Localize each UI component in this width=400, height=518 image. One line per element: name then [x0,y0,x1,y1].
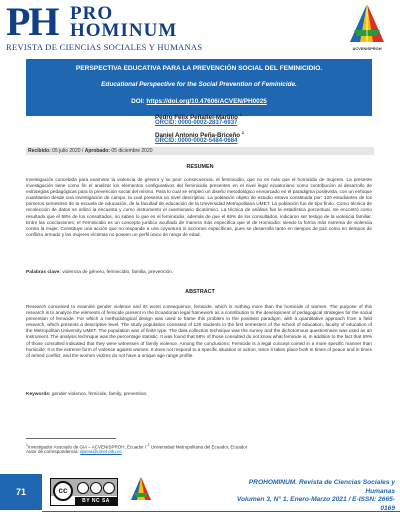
author-name: Pedro Félix Peñafiel-Martillo $^1$ [155,112,242,122]
article-title: PERSPECTIVA EDUCATIVA PARA LA PREVENCIÓN SOCIAL DEL FEMINICIDIO. [75,65,323,72]
nc-icon [90,482,102,494]
abstract-keywords: Keywords: gender violence, femicide, family, prevention. [26,392,148,397]
journal-citation [225,479,395,513]
doi-label: DOI: [131,98,147,105]
resumen-keywords: Palabras clave: violencia de género, feminicidio, familia, prevención. [26,270,174,275]
abstract-text: Research conceived to examine gender violence and its worst consequence, femicide, which is nothing more than the homicide of women. The purpose of this research is to analyze the elements of femicide present in the Ecuadorian legal framework as a contribution to the development of pedagogical strategies for the social prevention of femicide. For which a methodological design was used to frame this problem in the positivist paradigm, with a quantitative approach from a field research, which presents a descriptive level. The study population consisted of 120 students in the first semesters of the school of education, faculty of education of the Metropolitan University UMET. The population was of finite type. The data collection technique was the survey and the dichotomous questionnaire was used as an instrument. The analysis technique was the percentage statistic. It was found that 58% of those consulted do not know what femicide is, in addition to the fact that 69% of those consulted indicated that they were witnesses of family violence. Among the conclusions; Femicide is a legal concept coined in a more specific manner than homicide: It is the extreme form of violence against women. It does not respond to a specific situation or action, since it takes place both in times of peace and in times of armed conflict, and the women victims do not have a unique age range profile. [26,304,372,358]
journal-citation-line1: PROHOMINUM. Revista de Ciencias Sociales y Humanas [248,479,395,495]
by-icon [77,482,89,494]
creative-commons-license-badge[interactable] [50,478,118,506]
footer-divider [42,511,400,512]
journal-logo-pro: PRO [70,3,114,24]
article-subtitle: Educational Perspective for the Social Prevention of Feminicide. [101,81,297,88]
sa-icon [103,482,115,494]
journal-logo-ph: PH [6,0,58,44]
author-name: Daniel Antonio Peña-Briceño $^2$ [155,130,244,140]
footnote-affiliation: $^1$Investigador Asociado de GIA – ACVENISPROH, Ecuador / $^2$ Universidad Metropolitana del Ecuador, Ecuador [26,443,248,450]
doi-link[interactable]: https://doi.org/10.47606/ACVEN/PH0025 [146,98,267,105]
author-orcid-link[interactable]: ORCID: 0000-0002-2837-6937 [155,120,238,126]
resumen-heading: RESUMEN [186,164,214,170]
received-approved-dates: Recibido: 05 julio 2020 / Aprobado: 05 diciembre 2020 [26,147,374,155]
cc-license-label: BY NC SA [75,497,117,505]
footnote-correspondence: Autor de correspondencia: dpena@umet.edu.ec [26,449,122,454]
correspondence-email-link[interactable]: dpena@umet.edu.ec [80,449,122,454]
journal-citation-line2: Volumen 3, N° 1. Enero-Marzo 2021 / E-ISSN: 2665-0169 [236,496,395,512]
journal-logo-hominum: HOMINUM [70,20,178,41]
author-orcid-link[interactable]: ORCID: 0000-0002-5484-0684 [155,138,238,144]
acvenisproh-logo-text: ACVENISPROH [352,46,382,51]
journal-subtitle: REVISTA DE CIENCIAS SOCIALES Y HUMANAS [6,42,203,52]
cc-icon: cc [53,481,73,501]
journal-header [0,0,400,58]
article-doi [26,98,372,105]
article-title-box [26,59,372,116]
resumen-text: Investigación concebida para examinar la violencia de género y su peor consecuencia, el feminicidio, que no es más que el homicidio de mujeres. La presente investigación tiene como fin el analizar los elementos configurativos del feminicidio presentes en el nivel legal ecuatoriano como contribución al desarrollo de estrategias pedagógicas para la prevención social del mismo. Para lo cual se empleó un diseño metodológico enmarcado en el paradigma positivista, con un enfoque cuantitativo desde una investigación de campo, la cual presenta un nivel descriptivo. La población objeto de estudio estuvo constituida por: 120 estudiantes de los primeros semestres de la escuela de educación, de la facultad de educación de la Universidad Metropolitana UMET. La población fue de tipo finito. Como técnica de recolección de datos se utilizó la encuesta y como instrumento el cuestionario dicotómico. La técnica de análisis fue la estadística porcentual. Se encontró como resultado que el 58% de los consultados, no saben lo que es el feminicidio, además de que el 69% de los consultados, indicaron ser testigo de la violencia familiar. Entre las conclusiones; el Feminicidio es un concepto jurídico acuñado de manera más específica que el de Homicidio: siendo la forma más extrema de violencia contra la mujer. Constituye una acción que no responde a una coyuntura ni acciones específicas, pues se desarrolla tanto en tiempos de paz como en tiempos de conflicto armado y las mujeres víctimas no poseen un perfil único de rango de edad. [26,177,372,237]
footnote-divider [26,438,116,439]
page-number: 71 [0,474,42,510]
abstract-heading: ABSTRACT [185,289,215,295]
acvenisproh-small-logo-icon [128,476,154,504]
acvenisproh-logo-icon [340,2,394,46]
